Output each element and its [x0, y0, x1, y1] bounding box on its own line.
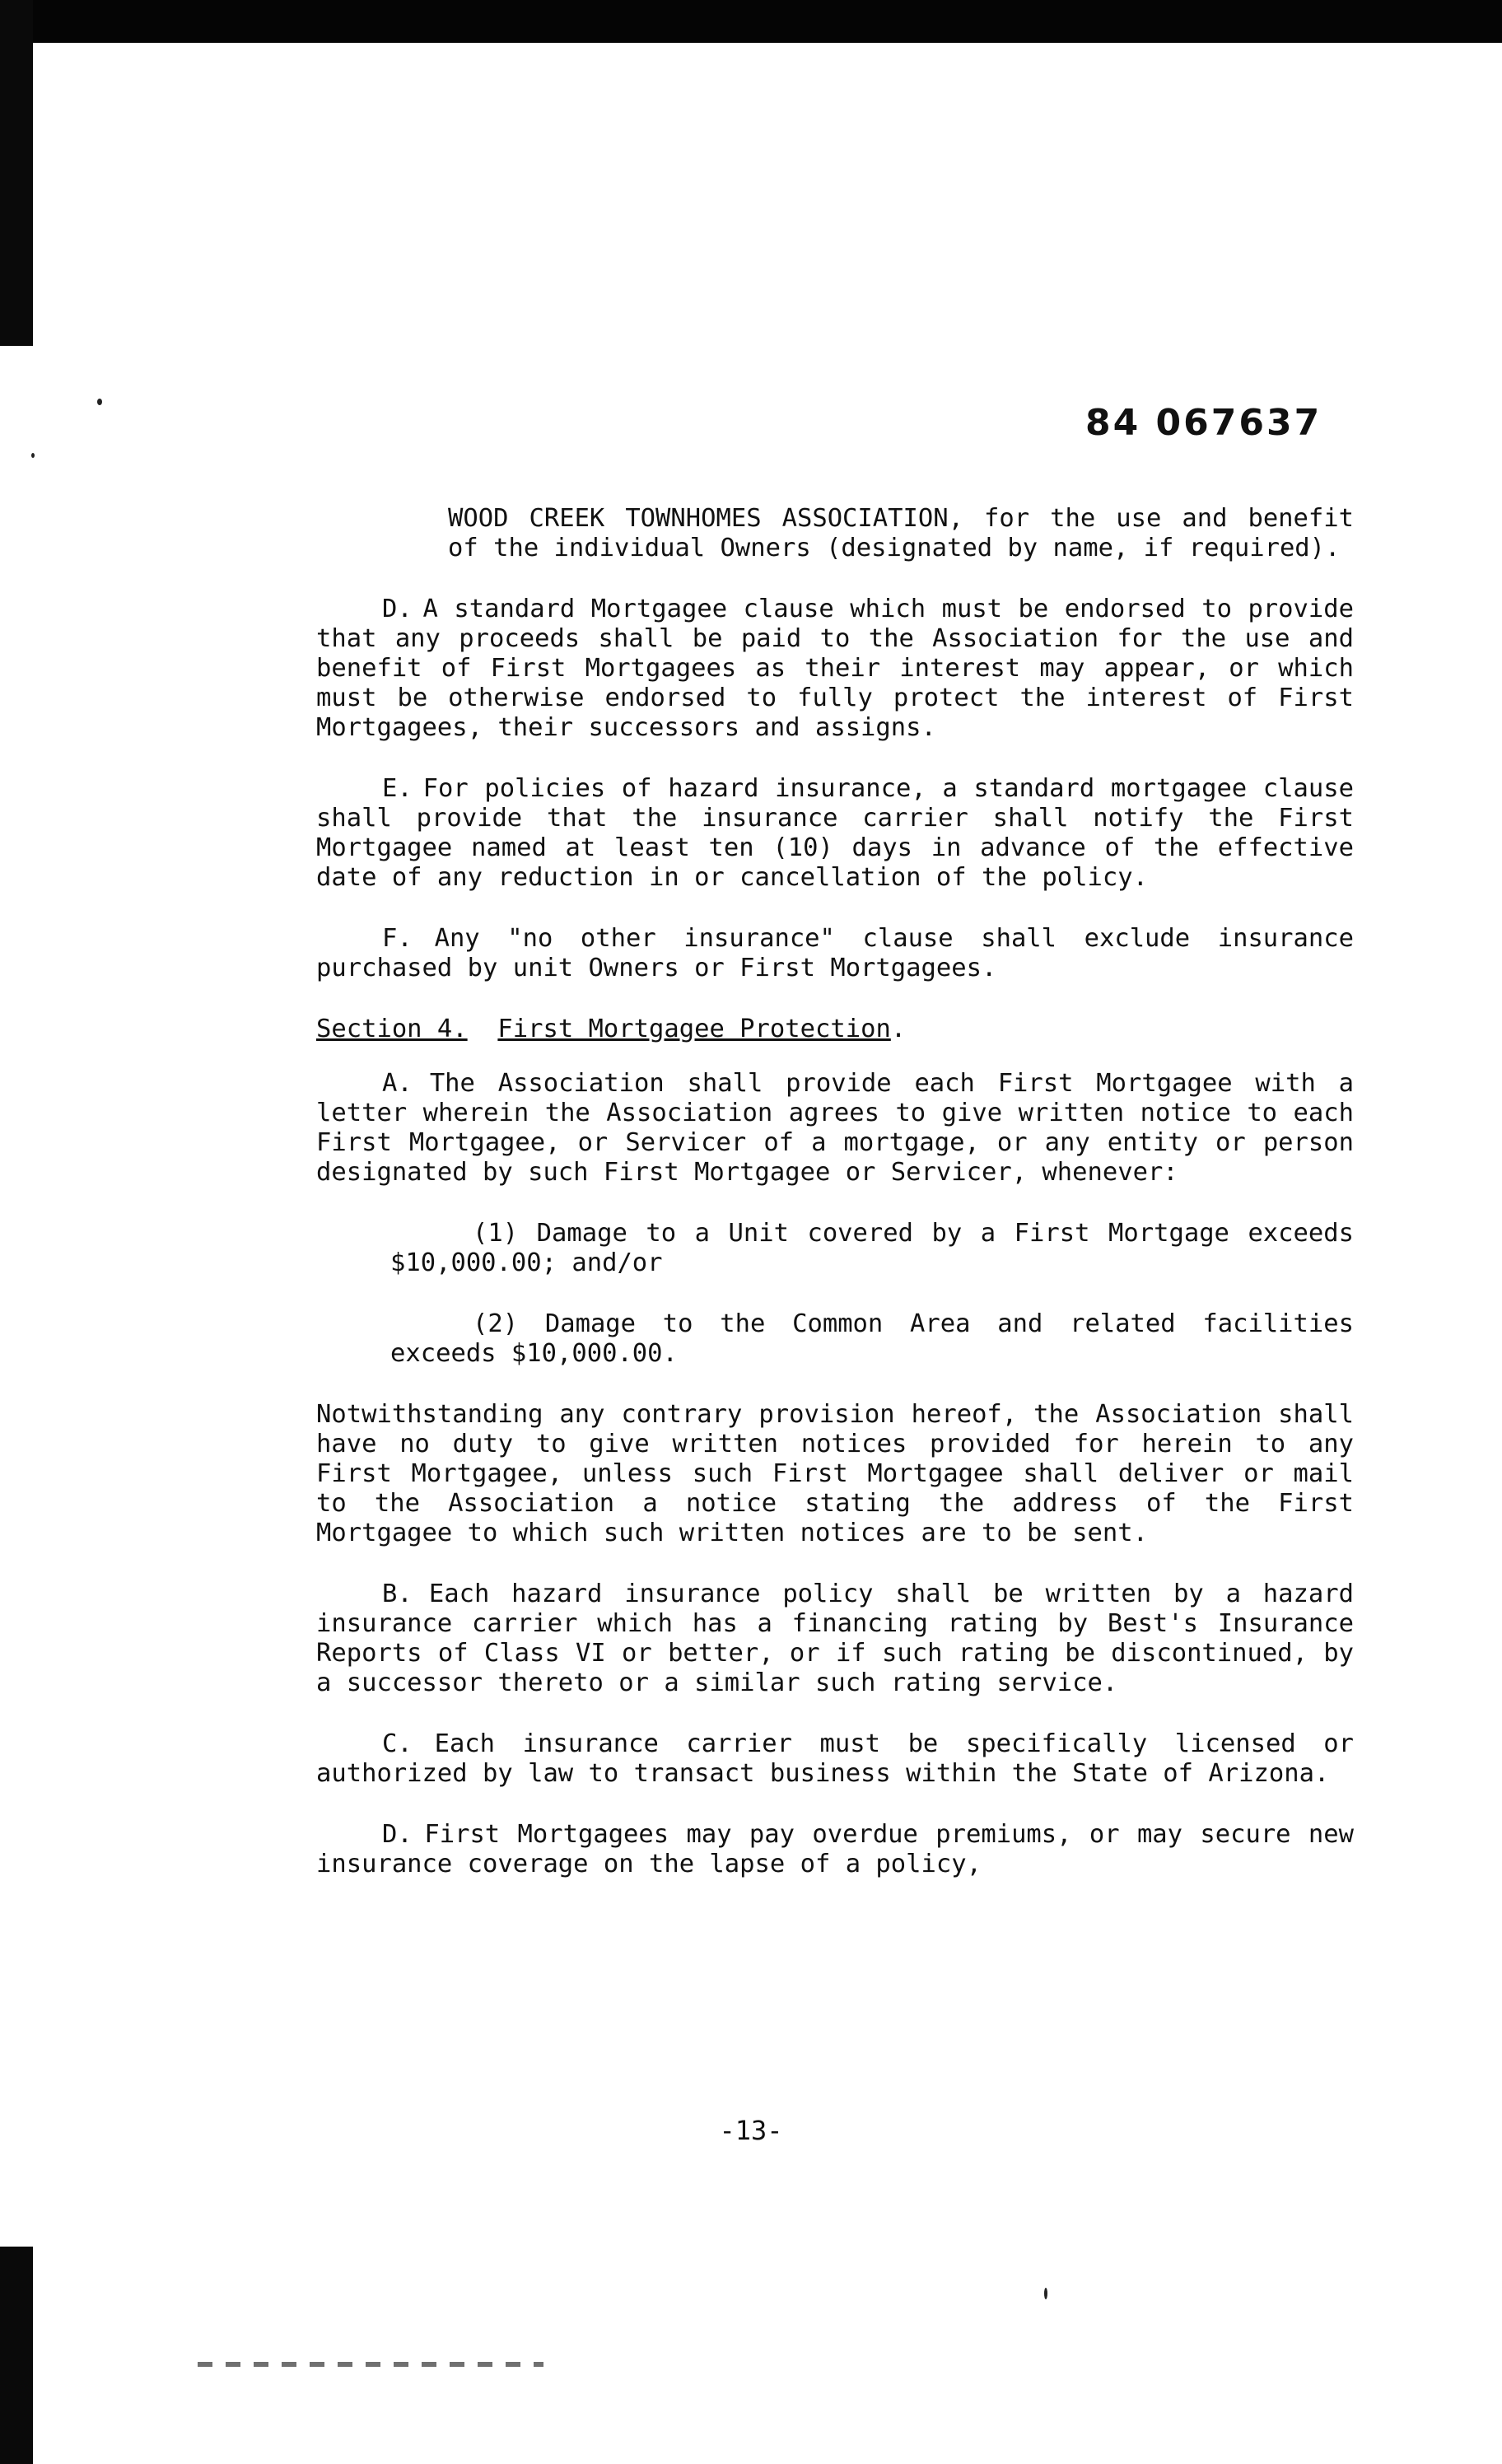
scan-border-top	[0, 0, 1502, 43]
document-body	[316, 504, 1354, 1911]
scan-speck	[97, 399, 102, 405]
subitem-1-number: (1)	[473, 1219, 519, 1248]
scan-noise-dashes	[198, 2362, 543, 2367]
section-d-letter: D.	[382, 1820, 413, 1849]
section-paragraph-d	[316, 1820, 1354, 1879]
section-c-text: Each insurance carrier must be specifically licensed or authorized by law to transact business within the State of Arizona.	[316, 1729, 1354, 1788]
scan-border-left-bottom	[0, 2247, 33, 2464]
section-c-letter: C.	[382, 1729, 413, 1758]
section-heading: Section 4. First Mortgagee Protection.	[316, 1015, 907, 1043]
section-title: First Mortgagee Protection	[497, 1015, 891, 1043]
paragraph-e-text: For policies of hazard insurance, a standard mortgagee clause shall provide that the insurance carrier shall notify the First Mortgagee named at least ten (10) days in advance of the effective date of any reduction in or cancellation of the policy.	[316, 774, 1354, 892]
section-d-text: First Mortgagees may pay overdue premiums, or may secure new insurance coverage on the lapse of a policy,	[316, 1820, 1354, 1878]
paragraph-f-letter: F.	[382, 924, 413, 953]
section-paragraph-c	[316, 1729, 1354, 1789]
paragraph-d	[316, 595, 1354, 743]
subitem-1	[390, 1219, 1354, 1278]
subitem-2	[390, 1309, 1354, 1369]
paragraph-d-text: A standard Mortgagee clause which must be endorsed to provide that any proceeds shall be paid to the Association for the use and benefit of First Mortgagees as their interest may appear, or which must be otherwise endorsed to fully protect the interest of First Mortgagees, their successors and assigns.	[316, 595, 1354, 742]
paragraph-d-letter: D.	[382, 595, 413, 623]
subitem-2-text: Damage to the Common Area and related facilities exceeds $10,000.00.	[390, 1309, 1354, 1368]
paragraph-f-text: Any "no other insurance" clause shall exclude insurance purchased by unit Owners or First Mortgagees.	[316, 924, 1354, 982]
paragraph-f	[316, 924, 1354, 983]
section-number: Section 4.	[316, 1015, 468, 1043]
page-number: -13-	[719, 2115, 783, 2146]
addressee-paragraph: WOOD CREEK TOWNHOMES ASSOCIATION, for the use and benefit of the individual Owners (designated by name, if required).	[448, 504, 1354, 562]
section-paragraph-a	[316, 1069, 1354, 1188]
paragraph-e	[316, 774, 1354, 893]
subitem-2-number: (2)	[473, 1309, 519, 1338]
scan-speck	[1044, 2288, 1047, 2299]
section-b-text: Each hazard insurance policy shall be written by a hazard insurance carrier which has a financing rating by Best's Insurance Reports of Class VI or better, or if such rating be discontinued, by a successor thereto or a similar such rating service.	[316, 1580, 1354, 1697]
section-a-letter: A.	[382, 1069, 413, 1098]
subitem-1-text: Damage to a Unit covered by a First Mortgage exceeds $10,000.00; and/or	[390, 1219, 1354, 1277]
section-a-text: The Association shall provide each First Mortgagee with a letter wherein the Association agrees to give written notice to each First Mortgagee, or Servicer of a mortgage, or any entity or person designated by such First Mortgagee or Servicer, whenever:	[316, 1069, 1354, 1187]
notwithstanding-paragraph: Notwithstanding any contrary provision hereof, the Association shall have no duty to give written notices provided for herein to any First Mortgagee, unless such First Mortgagee shall deliver or mail to the Association a notice stating the address of the First Mortgagee to which such written notices are to be sent.	[316, 1400, 1354, 1547]
section-paragraph-b	[316, 1580, 1354, 1698]
section-b-letter: B.	[382, 1580, 413, 1608]
paragraph-e-letter: E.	[382, 774, 413, 803]
document-number: 84 067637	[1085, 402, 1322, 444]
scan-speck	[31, 453, 35, 458]
scan-border-left-top	[0, 0, 33, 346]
